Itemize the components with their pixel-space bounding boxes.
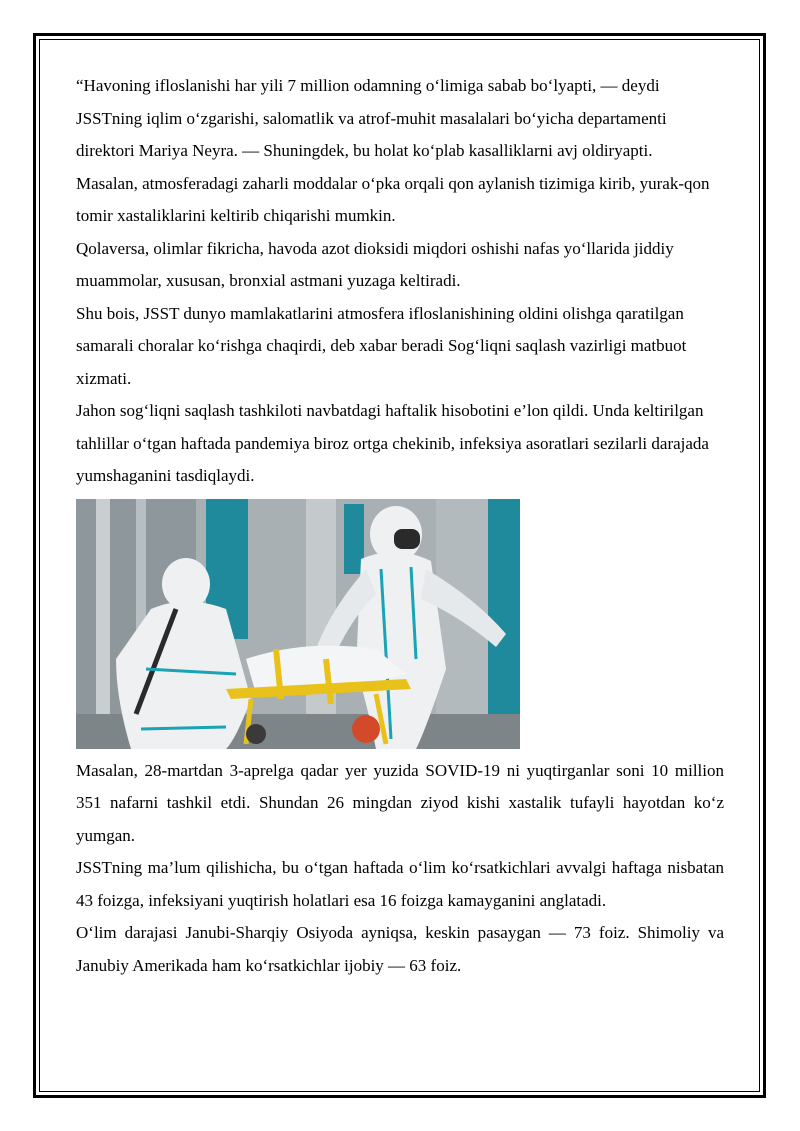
article-body xyxy=(76,70,724,982)
paragraph: Qolaversa, olimlar fikricha, havoda azot dioksidi miqdori oshishi nafas yoʻllarida jiddiy muammolar, xususan, bronxial astmani yuzaga keltiradi. xyxy=(76,238,674,290)
paragraph: Shu bois, JSST dunyo mamlakatlarini atmosfera ifloslanishining oldini olishga qaratilgan samarali choralar koʻrishga chaqirdi, deb xabar beradi Sogʻliqni saqlash vazirligi matbuot xizmati. xyxy=(76,303,687,388)
paragraph: Masalan, atmosferadagi zaharli moddalar oʻpka orqali qon aylanish tizimiga kirib, yurak-qon tomir xastaliklarini keltirib chiqarishi mumkin. xyxy=(76,173,710,225)
paragraph: JSSTning ma’lum qilishicha, bu oʻtgan haftada oʻlim koʻrsatkichlari avvalgi haftaga nisbatan 43 foizga, infeksiyani yuqtirish holatlari esa 16 foizga kamayganini anglatadi. xyxy=(76,858,724,910)
paragraph: Oʻlim darajasi Janubi-Sharqiy Osiyoda ayniqsa, keskin pasaygan — 73 foiz. Shimoliy va Janubiy Amerikada ham koʻrsatkichlar ijobiy — 63 foiz. xyxy=(76,923,724,975)
paragraph: Jahon sogʻliqni saqlash tashkiloti navbatdagi haftalik hisobotini e’lon qildi. Unda keltirilgan tahlillar oʻtgan haftada pandemiya biroz ortga chekinib, infeksiya asoratlari sezilarli darajada yumshaganini tasdiqlaydi. xyxy=(76,401,709,485)
medical-workers-photo xyxy=(76,499,520,749)
paragraph: “Havoning ifloslanishi har yili 7 million odamning oʻlimiga sabab boʻlyapti, — deydi JSSTning iqlim oʻzgarishi, salomatlik va atrof-muhit masalalari boʻyicha departamenti direktori Mariya Neyra. — Shuningdek, bu holat koʻplab kasalliklarni avj oldiryapti. xyxy=(76,76,667,160)
paragraph: Masalan, 28-martdan 3-aprelga qadar yer yuzida SOVID-19 ni yuqtirganlar soni 10 million 351 nafarni tashkil etdi. Shundan 26 mingdan ziyod kishi xastalik tufayli hayotdan koʻz yumgan. xyxy=(76,760,724,845)
